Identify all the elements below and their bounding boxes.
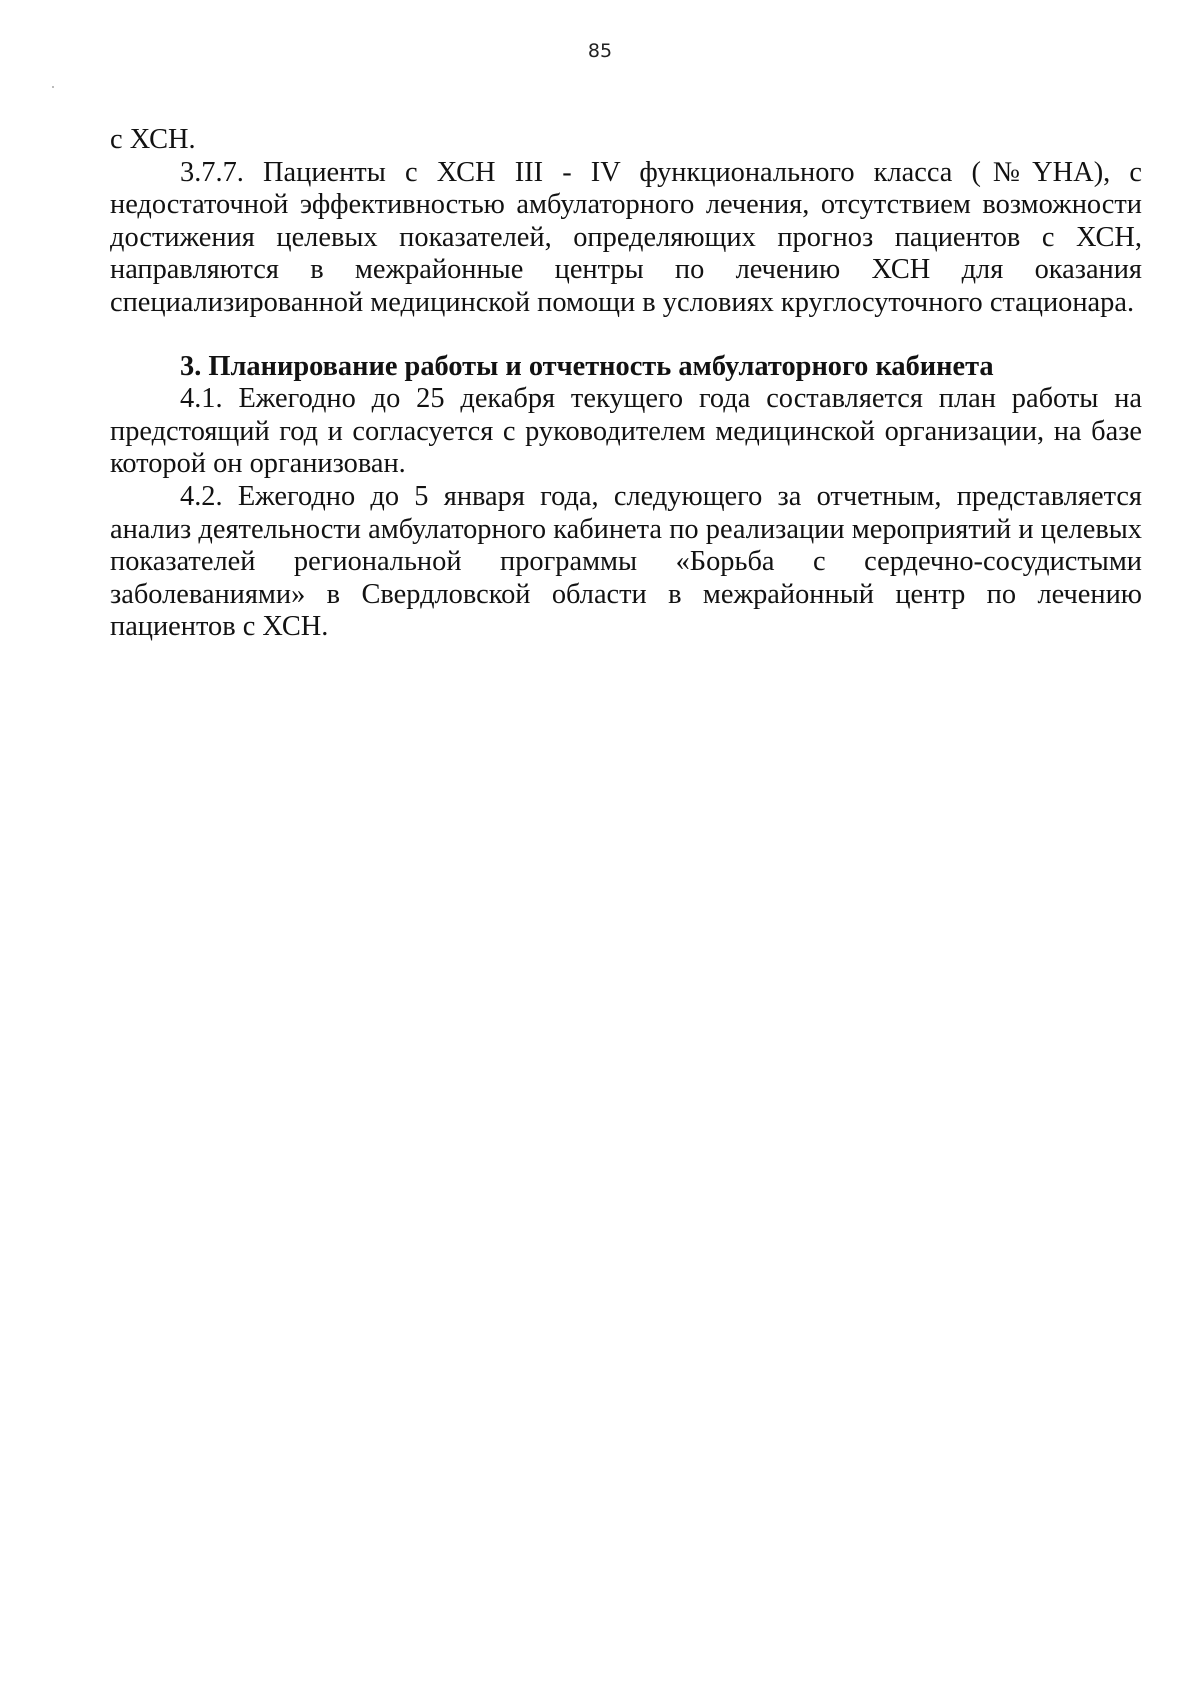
section-heading: 3. Планирование работы и отчетность амбулаторного кабинета — [180, 350, 994, 382]
scan-speck — [52, 86, 54, 88]
page-number: 85 — [587, 40, 613, 62]
document-body — [110, 124, 1142, 644]
paragraph-continuation: с ХСН. — [110, 124, 196, 155]
paragraph-3-7-7: 3.7.7. Пациенты с ХСН III - IV функционального класса (№YHA), с недостаточной эффективностью амбулаторного лечения, отсутствием возможности достижения целевых показателей, определяющих прогноз пациентов с ХСН, направляются в межрайонные центры по лечению ХСН для оказания специализированной медицинской помощи в условиях круглосуточного стационара. — [110, 156, 1142, 318]
paragraph-4-2: 4.2. Ежегодно до 5 января года, следующего за отчетным, представляется анализ деятельности амбулаторного кабинета по реализации мероприятий и целевых показателей региональной программы «Борьба с сердечно-сосудистыми заболеваниями» в Свердловской области в межрайонный центр по лечению пациентов с ХСН. — [110, 480, 1142, 643]
paragraph-4-1: 4.1. Ежегодно до 25 декабря текущего года составляется план работы на предстоящий год и согласуется с руководителем медицинской организации, на базе которой он организован. — [110, 383, 1142, 480]
